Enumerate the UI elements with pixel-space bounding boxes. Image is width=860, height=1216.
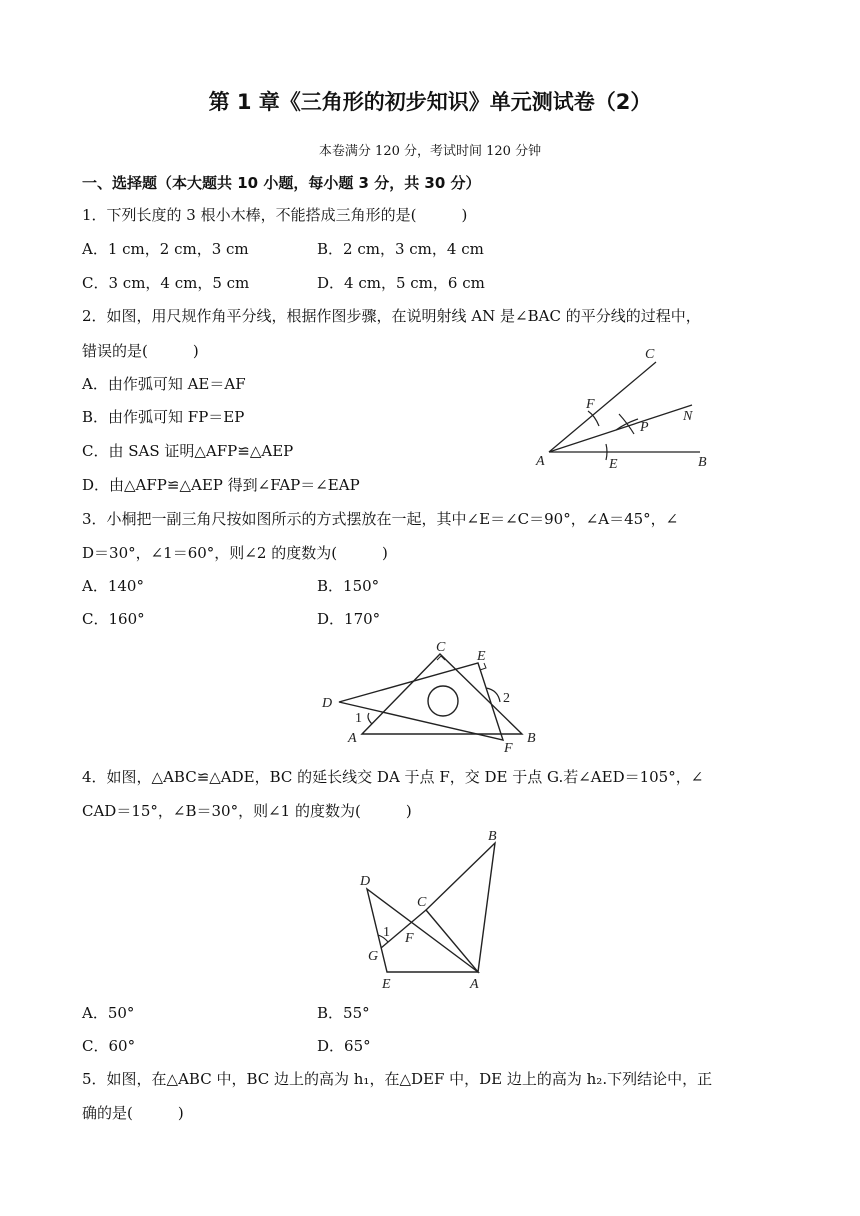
angle-1-arc	[368, 713, 372, 724]
q4-stem: 4．如图，△ABC≌△ADE，BC 的延长线交 DA 于点 F，交 DE 于点 G.若∠AED＝105°，∠	[82, 768, 704, 786]
q3-triangle-rulers-figure	[318, 634, 548, 756]
q2-stem: 2．如图，用尺规作角平分线，根据作图步骤，在说明射线 AN 是∠BAC 的平分线的过程中，	[82, 307, 701, 325]
label-b: B	[527, 731, 536, 746]
q3-option-b: B．150°	[317, 577, 380, 595]
q3-stem-cont: D＝30°，∠1＝60°，则∠2 的度数为( )	[82, 544, 388, 562]
label-a: A	[536, 454, 545, 469]
q2-option-c: C．由 SAS 证明△AFP≌△AEP	[82, 442, 294, 460]
right-angle-mark-e	[480, 663, 486, 670]
label-b: B	[488, 829, 497, 844]
label-angle-1: 1	[383, 925, 390, 940]
section-heading: 一、选择题（本大题共 10 小题，每小题 3 分，共 30 分）	[82, 174, 481, 192]
q1-option-d: D．4 cm，5 cm，6 cm	[317, 274, 485, 292]
label-d: D	[360, 874, 371, 889]
label-e: E	[477, 649, 486, 664]
label-f: F	[504, 741, 513, 756]
ruler-hole	[428, 686, 458, 716]
label-f: F	[405, 931, 414, 946]
label-c: C	[436, 640, 446, 655]
q4-option-a: A．50°	[82, 1004, 135, 1022]
q1-option-b: B．2 cm，3 cm，4 cm	[317, 240, 484, 258]
label-c: C	[417, 895, 427, 910]
q3-stem: 3．小桐把一副三角尺按如图所示的方式摆放在一起，其中∠E＝∠C＝90°，∠A＝45°，∠	[82, 510, 679, 528]
ray-an	[549, 405, 692, 452]
q2-angle-bisector-figure	[530, 340, 730, 480]
label-g: G	[368, 949, 379, 964]
label-angle-2: 2	[503, 691, 510, 706]
triangle-abc	[426, 843, 495, 972]
q3-option-d: D．170°	[317, 610, 381, 628]
q2-option-b: B．由作弧可知 FP＝EP	[82, 408, 245, 426]
exam-info: 本卷满分 120 分，考试时间 120 分钟	[318, 144, 542, 159]
q3-option-a: A．140°	[82, 577, 144, 595]
label-c: C	[645, 347, 655, 362]
q4-option-b: B．55°	[317, 1004, 370, 1022]
q1-option-c: C．3 cm，4 cm，5 cm	[82, 274, 250, 292]
ray-ac	[549, 362, 656, 452]
q5-stem: 5．如图，在△ABC 中，BC 边上的高为 h₁，在△DEF 中，DE 边上的高为 h₂.下列结论中，正	[82, 1070, 713, 1088]
label-a: A	[470, 977, 479, 992]
q2-option-a: A．由作弧可知 AE＝AF	[82, 375, 246, 393]
label-e: E	[382, 977, 391, 992]
label-n: N	[683, 409, 693, 424]
triangle-ruler-45	[362, 654, 522, 734]
label-f: F	[586, 397, 595, 412]
q1-option-a: A．1 cm，2 cm，3 cm	[82, 240, 249, 258]
label-a: A	[348, 731, 357, 746]
q2-stem-cont: 错误的是( )	[82, 342, 199, 360]
page-title: 第 1 章《三角形的初步知识》单元测试卷（2）	[208, 90, 652, 114]
label-d: D	[322, 696, 333, 711]
q5-stem-cont: 确的是( )	[82, 1104, 184, 1122]
q3-option-c: C．160°	[82, 610, 145, 628]
label-angle-1: 1	[355, 711, 362, 726]
q4-congruent-triangles-figure	[355, 824, 507, 994]
triangle-ruler-30	[339, 663, 503, 740]
q2-option-d: D．由△AFP≌△AEP 得到∠FAP＝∠EAP	[82, 476, 360, 494]
q1-stem: 1．下列长度的 3 根小木棒，不能搭成三角形的是( )	[82, 206, 468, 224]
label-b: B	[698, 455, 707, 470]
q4-option-c: C．60°	[82, 1037, 136, 1055]
label-p: P	[640, 420, 649, 435]
q4-option-d: D．65°	[317, 1037, 371, 1055]
q4-stem-cont: CAD＝15°，∠B＝30°，则∠1 的度数为( )	[82, 802, 412, 820]
label-e: E	[609, 457, 618, 472]
